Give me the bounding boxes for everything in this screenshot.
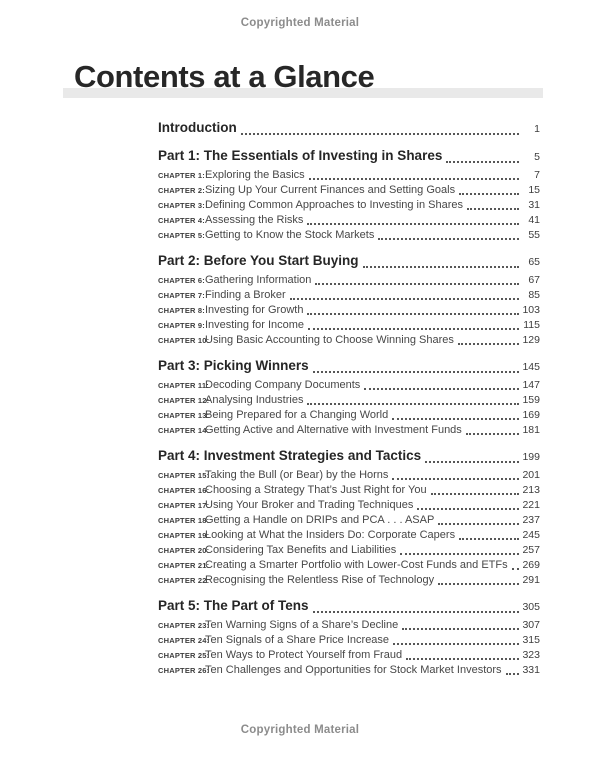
page-number: 169 bbox=[522, 409, 540, 421]
page-number: 237 bbox=[522, 514, 540, 526]
dot-leader bbox=[431, 493, 519, 495]
toc-chapter-row bbox=[158, 228, 540, 243]
dot-leader bbox=[438, 523, 519, 525]
toc-chapter-row bbox=[158, 573, 540, 588]
dot-leader bbox=[307, 403, 519, 405]
dot-leader bbox=[392, 418, 519, 420]
chapter-label: CHAPTER 16: bbox=[158, 486, 210, 495]
introduction-title: Introduction bbox=[158, 120, 237, 135]
page-title-block bbox=[0, 49, 600, 99]
toc-chapter-row bbox=[158, 318, 540, 333]
chapter-label: CHAPTER 21: bbox=[158, 561, 210, 570]
dot-leader bbox=[458, 343, 519, 345]
chapter-title: Ten Warning Signs of a Share’s Decline bbox=[205, 619, 399, 631]
page-number: 115 bbox=[523, 319, 540, 331]
page-number: 323 bbox=[522, 649, 540, 661]
chapter-title: Defining Common Approaches to Investing in Shares bbox=[205, 199, 464, 211]
chapter-title: Getting to Know the Stock Markets bbox=[205, 229, 375, 241]
dot-leader bbox=[512, 568, 519, 570]
page-number: 245 bbox=[522, 529, 540, 541]
toc-chapter-row bbox=[158, 408, 540, 423]
chapter-title: Getting a Handle on DRIPs and PCA . . . ASAP bbox=[205, 514, 435, 526]
toc-chapter-row bbox=[158, 288, 540, 303]
toc bbox=[158, 119, 540, 678]
chapter-title: Ten Ways to Protect Yourself from Fraud bbox=[205, 649, 403, 661]
toc-chapter-row bbox=[158, 183, 540, 198]
part-title: Part 4: Investment Strategies and Tactics bbox=[158, 448, 422, 463]
chapter-title: Decoding Company Documents bbox=[205, 379, 361, 391]
chapter-title: Taking the Bull (or Bear) by the Horns bbox=[205, 469, 389, 481]
page-number: 269 bbox=[522, 559, 540, 571]
toc-chapter-row bbox=[158, 333, 540, 348]
page-number: 41 bbox=[528, 214, 540, 226]
dot-leader bbox=[506, 673, 519, 675]
chapter-label: CHAPTER 20: bbox=[158, 546, 210, 555]
toc-chapter-row bbox=[158, 303, 540, 318]
page-number: 103 bbox=[522, 304, 540, 316]
chapter-label: CHAPTER 4: bbox=[158, 216, 206, 225]
chapter-title: Choosing a Strategy That’s Just Right for You bbox=[205, 484, 427, 496]
chapter-label: CHAPTER 13: bbox=[158, 411, 210, 420]
chapter-title: Sizing Up Your Current Finances and Setting Goals bbox=[205, 184, 456, 196]
part-title: Part 5: The Part of Tens bbox=[158, 598, 309, 613]
dot-leader bbox=[308, 328, 519, 330]
toc-chapter-row bbox=[158, 378, 540, 393]
dot-leader bbox=[364, 388, 519, 390]
toc-chapter-row bbox=[158, 633, 540, 648]
chapter-label: CHAPTER 12: bbox=[158, 396, 210, 405]
chapter-title: Assessing the Risks bbox=[205, 214, 304, 226]
toc-entry-introduction bbox=[158, 119, 540, 138]
dot-leader bbox=[241, 133, 519, 135]
chapter-label: CHAPTER 25: bbox=[158, 651, 210, 660]
chapter-title: Investing for Income bbox=[205, 319, 305, 331]
toc-chapter-row bbox=[158, 468, 540, 483]
toc-chapter-row bbox=[158, 558, 540, 573]
page-number: 257 bbox=[522, 544, 540, 556]
chapter-label: CHAPTER 11: bbox=[158, 381, 209, 390]
copyright-notice-bottom: Copyrighted Material bbox=[240, 724, 360, 736]
toc-chapter-row bbox=[158, 513, 540, 528]
toc-chapter-row bbox=[158, 543, 540, 558]
page-number: 85 bbox=[528, 289, 540, 301]
page-number: 7 bbox=[534, 169, 540, 181]
dot-leader bbox=[417, 508, 519, 510]
dot-leader bbox=[313, 611, 519, 613]
toc-part-heading bbox=[158, 597, 540, 616]
dot-leader bbox=[400, 553, 519, 555]
chapter-label: CHAPTER 2: bbox=[158, 186, 206, 195]
page-number: 199 bbox=[522, 451, 540, 463]
chapter-label: CHAPTER 7: bbox=[158, 291, 206, 300]
page-number: 331 bbox=[522, 664, 540, 676]
page-number: 221 bbox=[522, 499, 540, 511]
chapter-title: Recognising the Relentless Rise of Technology bbox=[205, 574, 435, 586]
chapter-label: CHAPTER 22: bbox=[158, 576, 210, 585]
chapter-title: Using Your Broker and Trading Techniques bbox=[205, 499, 414, 511]
chapter-label: CHAPTER 8: bbox=[158, 306, 206, 315]
toc-chapter-row bbox=[158, 663, 540, 678]
page-number: 65 bbox=[528, 256, 540, 268]
toc-chapter-row bbox=[158, 618, 540, 633]
toc-chapter-row bbox=[158, 198, 540, 213]
chapter-title: Being Prepared for a Changing World bbox=[205, 409, 389, 421]
dot-leader bbox=[438, 583, 519, 585]
chapter-label: CHAPTER 17: bbox=[158, 501, 210, 510]
toc-part-heading bbox=[158, 147, 540, 166]
page-number: 67 bbox=[528, 274, 540, 286]
chapter-label: CHAPTER 24: bbox=[158, 636, 210, 645]
page-number: 55 bbox=[528, 229, 540, 241]
toc-chapter-row bbox=[158, 213, 540, 228]
chapter-title: Using Basic Accounting to Choose Winning Shares bbox=[205, 334, 454, 346]
dot-leader bbox=[313, 371, 519, 373]
chapter-title: Considering Tax Benefits and Liabilities bbox=[205, 544, 397, 556]
toc-chapter-row bbox=[158, 273, 540, 288]
page-number: 315 bbox=[522, 634, 540, 646]
dot-leader bbox=[459, 538, 519, 540]
chapter-label: CHAPTER 5: bbox=[158, 231, 206, 240]
dot-leader bbox=[315, 283, 519, 285]
dot-leader bbox=[459, 193, 519, 195]
page-number: 31 bbox=[528, 199, 540, 211]
chapter-label: CHAPTER 26: bbox=[158, 666, 210, 675]
dot-leader bbox=[290, 298, 519, 300]
dot-leader bbox=[392, 478, 519, 480]
dot-leader bbox=[406, 658, 519, 660]
page-number: 1 bbox=[534, 123, 540, 135]
page-number: 15 bbox=[528, 184, 540, 196]
chapter-label: CHAPTER 18: bbox=[158, 516, 210, 525]
dot-leader bbox=[378, 238, 519, 240]
chapter-label: CHAPTER 19: bbox=[158, 531, 210, 540]
chapter-title: Finding a Broker bbox=[205, 289, 286, 301]
page-number: 307 bbox=[522, 619, 540, 631]
dot-leader bbox=[307, 313, 519, 315]
chapter-label: CHAPTER 10: bbox=[158, 336, 210, 345]
chapter-label: CHAPTER 3: bbox=[158, 201, 206, 210]
page-number: 213 bbox=[522, 484, 540, 496]
chapter-title: Ten Signals of a Share Price Increase bbox=[205, 634, 390, 646]
toc-part-heading bbox=[158, 252, 540, 271]
page-number: 129 bbox=[522, 334, 540, 346]
page-number: 181 bbox=[522, 424, 540, 436]
toc-chapter-row bbox=[158, 498, 540, 513]
chapter-label: CHAPTER 1: bbox=[158, 171, 206, 180]
part-title: Part 1: The Essentials of Investing in Shares bbox=[158, 148, 443, 163]
dot-leader bbox=[309, 178, 519, 180]
toc-chapter-row bbox=[158, 648, 540, 663]
page-number: 305 bbox=[522, 601, 540, 613]
toc-chapter-row bbox=[158, 483, 540, 498]
dot-leader bbox=[402, 628, 519, 630]
toc-chapter-row bbox=[158, 393, 540, 408]
chapter-title: Getting Active and Alternative with Investment Funds bbox=[205, 424, 462, 436]
toc-chapter-row bbox=[158, 423, 540, 438]
chapter-title: Gathering Information bbox=[205, 274, 312, 286]
chapter-label: CHAPTER 9: bbox=[158, 321, 206, 330]
dot-leader bbox=[307, 223, 519, 225]
page-number: 5 bbox=[534, 151, 540, 163]
dot-leader bbox=[466, 433, 519, 435]
toc-part-heading bbox=[158, 357, 540, 376]
chapter-label: CHAPTER 23: bbox=[158, 621, 210, 630]
page-number: 147 bbox=[522, 379, 540, 391]
dot-leader bbox=[446, 161, 519, 163]
dot-leader bbox=[425, 461, 519, 463]
page-number: 201 bbox=[522, 469, 540, 481]
dot-leader bbox=[467, 208, 519, 210]
chapter-title: Investing for Growth bbox=[205, 304, 304, 316]
dot-leader bbox=[363, 266, 519, 268]
toc-part-heading bbox=[158, 447, 540, 466]
chapter-label: CHAPTER 6: bbox=[158, 276, 206, 285]
copyright-notice-top: Copyrighted Material bbox=[240, 17, 360, 29]
chapter-label: CHAPTER 14: bbox=[158, 426, 210, 435]
dot-leader bbox=[393, 643, 519, 645]
part-title: Part 2: Before You Start Buying bbox=[158, 253, 359, 268]
chapter-title: Analysing Industries bbox=[205, 394, 304, 406]
toc-chapter-row bbox=[158, 168, 540, 183]
toc-chapter-row bbox=[158, 528, 540, 543]
chapter-title: Creating a Smarter Portfolio with Lower-Cost Funds and ETFs bbox=[205, 559, 508, 571]
chapter-title: Ten Challenges and Opportunities for Stock Market Investors bbox=[205, 664, 502, 676]
page-title: Contents at a Glance bbox=[74, 59, 375, 94]
chapter-title: Exploring the Basics bbox=[205, 169, 305, 181]
page-number: 291 bbox=[522, 574, 540, 586]
chapter-label: CHAPTER 15: bbox=[158, 471, 210, 480]
page-number: 159 bbox=[522, 394, 540, 406]
part-title: Part 3: Picking Winners bbox=[158, 358, 309, 373]
page-number: 145 bbox=[522, 361, 540, 373]
chapter-title: Looking at What the Insiders Do: Corporate Capers bbox=[205, 529, 456, 541]
